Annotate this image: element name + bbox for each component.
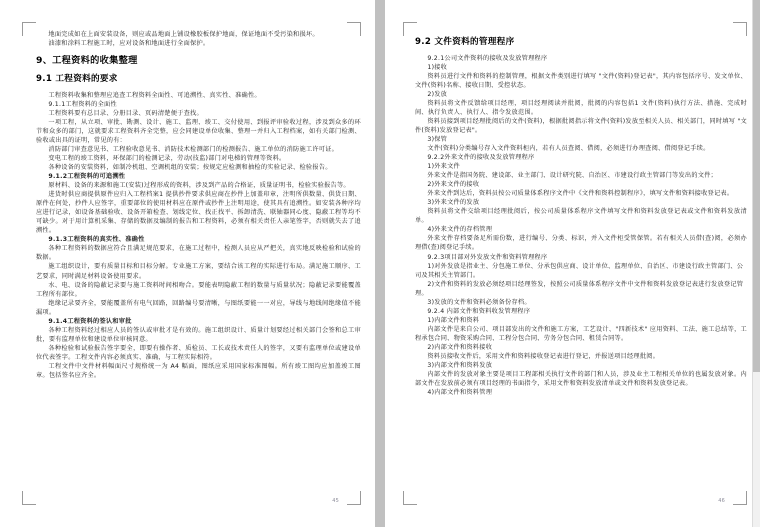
page-number-right: 46 [718, 498, 725, 504]
paragraph: 变电工程的竣工资料，环保部门的检测记录，劳动(技监)部门对电梯的管理等资料。 [48, 154, 286, 162]
subsection-heading: 9.2 文件资料的管理程序 [415, 37, 515, 47]
section-heading: 9、工程资料的收集整理 [36, 55, 138, 67]
numbered-item: 9.2.2外来文件的接收及发放管理程序 [427, 154, 535, 162]
paragraph: 地面完成如在上面安装设备，则应或品地面上铺设橡胶板保护地面，保证地面不受污染和损坏。 [48, 31, 319, 38]
page-divider [375, 0, 385, 527]
paragraph: 各种设备的安装资料，如制冷机组、空调机组的安装；按规定应检测和抽检的实验记录、检验报告。 [48, 163, 332, 171]
numbered-item: 9.2.1公司文件资料的接收及发放管理程序 [427, 54, 548, 62]
page-text-body-right [415, 30, 747, 397]
numbered-item: 3)外来文件的发放 [427, 199, 480, 207]
crop-mark-bottom-left [22, 491, 36, 505]
paragraph: 施工组织设计，要有质量目标和目标分解。专业施工方案，要结合该工程的实际进行布局。满足施工顺序、工艺要求，同时满足材料设备使用要求。 [36, 263, 361, 280]
paragraph: 文件(资料)分类编号存入文件资料柜内，若有人员查阅、借阅，必须进行办理查阅、借阅登记手续。 [427, 144, 710, 152]
numbered-item: 2)发放 [427, 90, 448, 98]
crop-mark-bottom-right [733, 491, 747, 505]
paragraph: 资料员进行文件和资料的控制管理，根据文件类别进行填写 "文件(资料)登记表"，其内容包括序号、发文单位、文件(资料)名称、接收日期、受控状态。 [415, 72, 747, 89]
paragraph: 外来文件到达后，资料员按公司质量体系程序文件中《文件和资料控制程序》，填写文件和资料接收登记表。 [427, 190, 734, 198]
paragraph: 各种工程资料经过相应人员的签认或审批才是有效的。施工组织设计、质量计划要经过相关部门会签和总工审批，要有监理单位和建设单位审核同意。 [36, 326, 361, 343]
paragraph: 内部文件的发放对象主要是项目工程部相关执行文件的部门和人员，涉及业主工程相关单位的也属发放对象。内部文件在发放前必须有项目经理的书面指令，采用文件和资料发放清单或文件和资料发放登记表。 [415, 371, 747, 388]
paragraph: 各种检验和试验报告签字要全，即要有操作者、质检员、工长或技术责任人的签字，又要有监理单位或建设单位代表签字。工程文件内容必须真实、准确，与工程实际相符。 [36, 344, 361, 361]
numbered-item: 9.2.3项目部对外发放文件和资料管理程序 [427, 253, 548, 261]
subsection-label: 9.1.2工程资料的可追溯性 [48, 173, 126, 181]
paragraph: 外来文件是指国务院、建设部、业主部门、设计研究院、自治区、市建设行政主管部门等发出的文件； [427, 172, 718, 180]
subsection-label: 9.1.4工程资料的签认和审批 [48, 317, 132, 325]
paragraph: 资料员将文件反馈给项目经理，项目经理阅读并批阅，批阅的内容包括1 文件(资料)执行方法、措施、完成时间、执行负责人、执行人、指令发放范围。 [415, 99, 747, 116]
paragraph: 进货时供应商提供原件应归入工程档案1 提供抄件要求供应商在抄件上加盖印章，注明所供数量、供货日期、原件在何处，抄件人应签字，重要部位的使用材料应在原件或抄件上注明用途，使其具有追溯性。如安装各种序均应进行记录，如设备基础验收、设备开箱检查、划线定位、找正找平、拆卸清洗、联轴器同心度、隐蔽工程等均不可缺少。对于用计算机采集、存储的数据及编制的报告和工程资料，必须有相关责任人亲笔签字，否则就失去了追溯性。 [36, 191, 361, 235]
crop-mark-top-left [22, 22, 36, 36]
numbered-item: 2)文件和资料的发放必须经项目经理签发，按照公司质量体系程序文件中文件和资料发放登记表进行发放登记管理。 [415, 280, 744, 297]
numbered-item: 1)接收 [427, 63, 448, 71]
numbered-item: 3)保管 [427, 135, 448, 143]
numbered-item: 3)内部文件和资料发放 [427, 362, 493, 370]
paragraph: 资料员接收文件后，采用文件和资料接收登记表进行登记，并报送项目经理批阅。 [427, 353, 660, 361]
numbered-item: 1)对外发放是指业主、分包施工单位、分承包供应商、设计单位、监理单位、自治区、市建设行政主管部门、公司及其相关主管部门。 [415, 262, 744, 279]
paragraph: 工程文件中文件材料幅面尺寸规格统一为 A4 幅面，图纸应采用国家标准图幅。所有竣工图均应加盖竣工图章。包括签名应齐全。 [36, 363, 361, 380]
paragraph: 内部文件是来自公司、项目部发出的文件和施工方案，工艺设计、"四新技术" 应用资料、工法、施工总结等，工程承包合同、物资采购合同、工程分包合同、劳务分包合同、租赁合同等。 [415, 325, 747, 342]
numbered-item: 1)外来文件 [427, 163, 460, 171]
paragraph: 水、电、设备的隐蔽记录要与施工资料时间相吻合。要能表明隐蔽工程的数量与质量状况；隐蔽记录要能覆盖工程所有部位。 [36, 281, 361, 298]
subsection-heading: 9.1 工程资料的要求 [36, 74, 118, 85]
vertical-scrollbar[interactable] [752, 0, 760, 527]
paragraph: 各种工程资料的数据应符合且满足规范要求，在施工过程中，检测人员应从严把关，真实地反映检验和试验的数据。 [36, 245, 361, 262]
document-page-right [385, 0, 753, 527]
subsection-label: 9.1.3工程资料的真实性、准确性 [48, 236, 145, 244]
paragraph: 外来文件存档要备足所需份数，进行编号、分类、标识，并入文件柜受管保管。若有相关人员借(查)阅，必须办理借(查)阅登记手续。 [415, 235, 747, 252]
numbered-item: 2)内部文件和资料接收 [427, 344, 493, 351]
paragraph: 工程资料要有总目录、分册目录、页码清楚便于查找。 [48, 109, 203, 117]
crop-mark-bottom-right [347, 491, 361, 505]
scrollbar-thumb[interactable] [753, 0, 760, 372]
page-number-left: 45 [332, 498, 339, 504]
paragraph: 资料员接到项目经理批阅后的文件(资料)，根据批阅指示将文件(资料)发放至相关人员、相关部门，同时填写 "文件(资料)发放登记表"。 [415, 117, 747, 134]
numbered-item: 3)发放的文件和资料必须备份存档。 [427, 298, 531, 306]
paragraph: 工程资料收集和整理应追查工程资料全面性、可追溯性、真实性、准确性。 [48, 91, 261, 99]
paragraph: 一项工程，从立项、审批、勘测、设计、施工、监理、竣工、交付使用、到报评审验收过程，涉及到众多的环节和众多的部门，这就要求工程资料齐全完整，应会同建设单位收集、整理一并归入工程档案，如有关部门检测、验收或出具的证明，常见的有： [36, 118, 361, 144]
paragraph: 原材料、设备的来源和施工(安装)过程形成的资料，涉及到产品的合格证，质量证明书，检验实验报告等。 [48, 182, 350, 190]
numbered-item: 1)内部文件和资料 [427, 316, 480, 324]
crop-mark-bottom-left [403, 491, 417, 505]
numbered-item: 4)外来文件的存档管理 [427, 226, 493, 234]
numbered-item: 4)内部文件和资料管理 [427, 389, 493, 397]
paragraph: 消防部门审查意见书、工程验收意见书、消防技术检测部门的检测报告、施工单位的消防施工许可证。 [48, 145, 339, 153]
paragraph: 9.1.1工程资料的全面性 [48, 100, 117, 108]
paragraph: 绝缘记录要齐全，要能覆盖所有电气回路，回路编号要清晰，与图纸要能一一对应，导线与地线间绝缘值不能漏项。 [36, 299, 361, 316]
paragraph: 资料员将文件交给项目经理批阅后，按公司质量体系程序文件填写文件和资料发放登记表或文件和资料发放清单。 [415, 208, 747, 225]
numbered-item: 2)外来文件的接收 [427, 181, 480, 189]
paragraph: 油漆和涂料工程施工时，应对设备和地面进行全面保护。 [48, 40, 210, 48]
document-page-left [0, 0, 375, 527]
numbered-item: 9.2.4 内部文件和资料收发管理程序 [427, 307, 531, 315]
page-text-body-left [36, 30, 361, 380]
